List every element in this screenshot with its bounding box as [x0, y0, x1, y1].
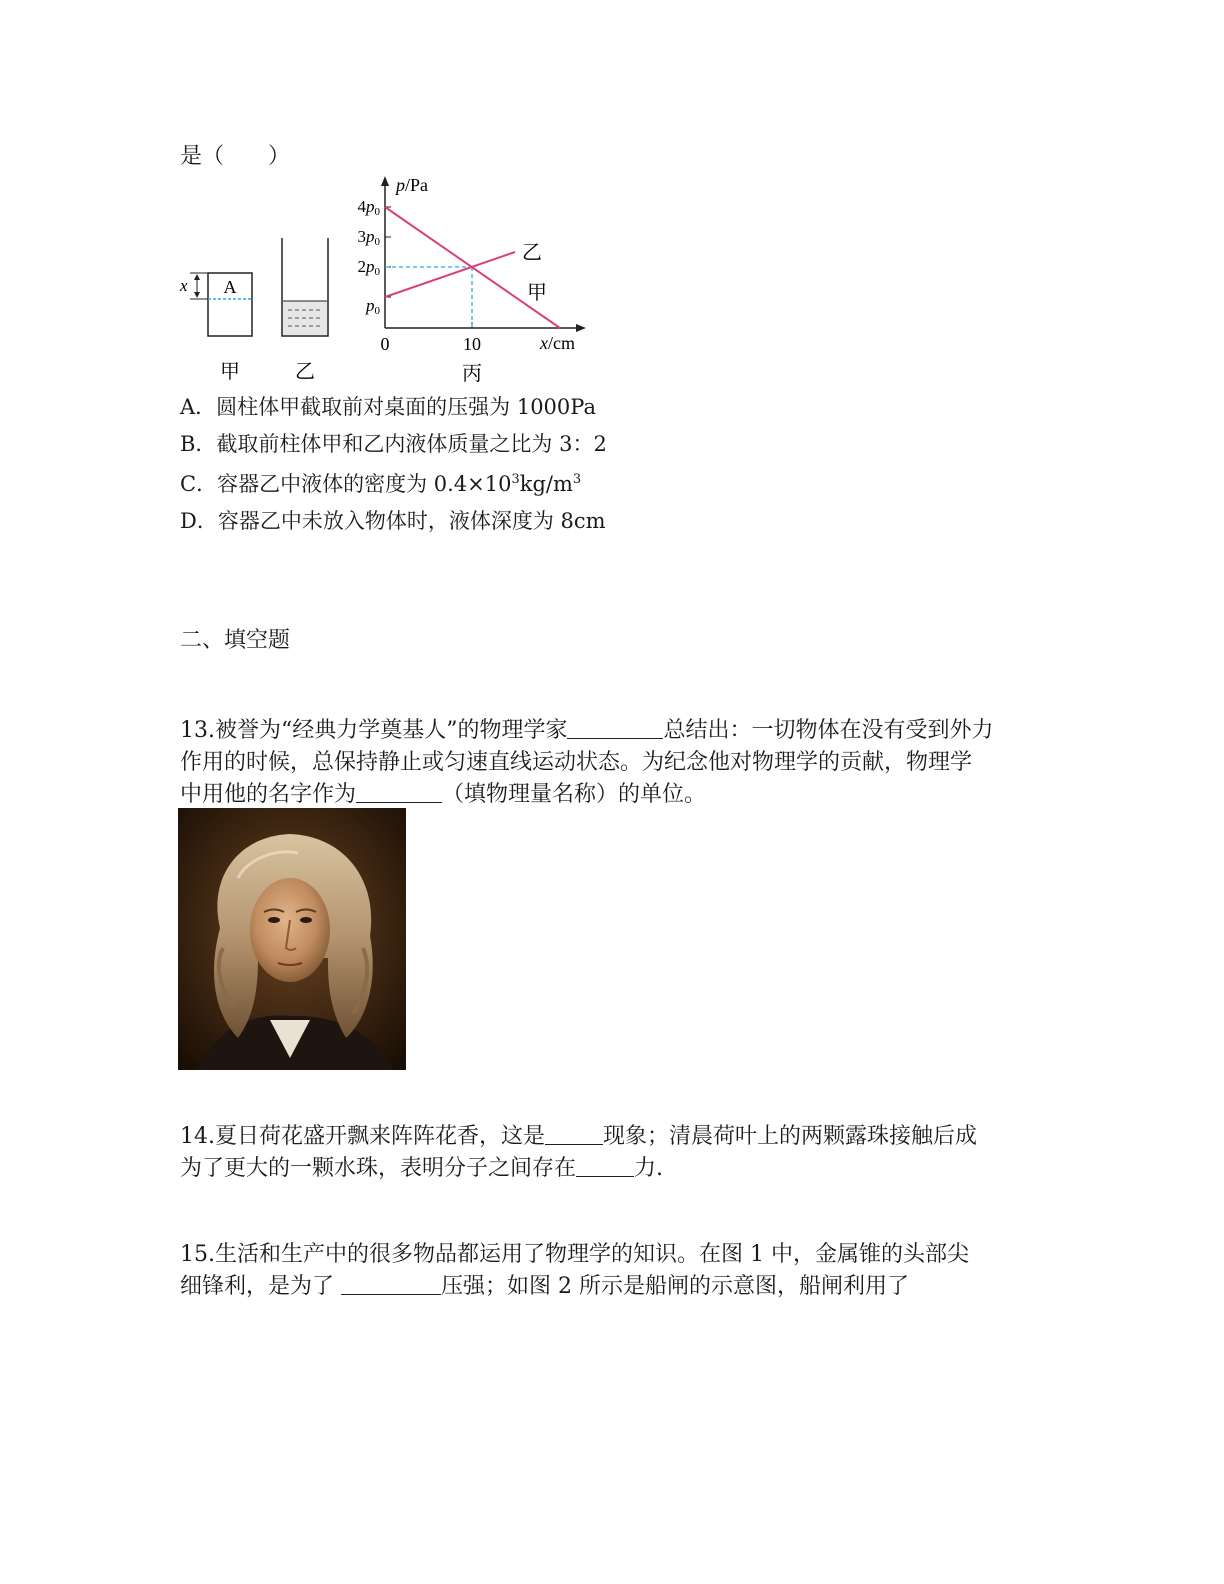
question-13-line-2: 作用的时候，总保持静止或匀速直线运动状态。为纪念他对物理学的贡献，物理学	[180, 750, 973, 775]
question-14-line-1: 14.夏日荷花盛开飘来阵阵花香，这是 现象；清晨荷叶上的两颗露珠接触后成	[180, 1124, 978, 1149]
question-15-line-1: 15.生活和生产中的很多物品都运用了物理学的知识。在图 1 中，金属锥的头部尖	[180, 1242, 969, 1267]
container-yi	[282, 238, 328, 336]
question-13-line-1: 13.被誉为“经典力学奠基人”的物理学家 总结出：一切物体在没有受到外力	[180, 718, 994, 743]
option-c: C．容器乙中液体的密度为 $0.4\times 10^3kg/m^3$	[180, 472, 582, 496]
question-13-line-3: 中用他的名字作为 （填物理量名称）的单位。	[180, 782, 707, 807]
answer-blank[interactable]	[341, 1272, 441, 1295]
answer-blank[interactable]	[545, 1122, 603, 1145]
line-label-yi: 乙	[522, 242, 542, 264]
option-b: B．截取前柱体甲和乙内液体质量之比为 3：2	[180, 432, 607, 456]
tick-2p0: 2p0	[357, 257, 380, 278]
pressure-graph	[358, 175, 587, 354]
caption-bing: 丙	[462, 363, 482, 385]
answer-blank[interactable]	[576, 1154, 634, 1177]
origin-label: 0	[380, 334, 390, 354]
answer-blank[interactable]	[356, 780, 442, 803]
answer-blank[interactable]	[567, 716, 663, 739]
option-a: A．圆柱体甲截取前对桌面的压强为 1000Pa	[180, 395, 596, 419]
y-axis-label: p/Pa	[396, 175, 429, 195]
label-a: A	[223, 277, 237, 297]
section-title: 二、填空题	[180, 628, 291, 653]
question-12-stem-tail: 是（ ）	[180, 144, 291, 169]
line-label-jia: 甲	[527, 282, 547, 304]
tick-4p0: 4p0	[357, 197, 380, 218]
x-axis-label: x/cm	[540, 333, 575, 353]
tick-3p0: 3p0	[357, 227, 380, 248]
question-15-line-2: 细锋利，是为了 压强；如图 2 所示是船闸的示意图，船闸利用了	[180, 1274, 910, 1299]
caption-jia: 甲	[220, 361, 240, 383]
question-14-line-2: 为了更大的一颗水珠，表明分子之间存在 力.	[180, 1156, 664, 1181]
caption-yi: 乙	[295, 361, 315, 383]
tick-10: 10	[463, 334, 481, 354]
tick-p0: p0	[366, 296, 380, 317]
pressure-figure	[170, 170, 610, 390]
newton-portrait	[178, 808, 406, 1070]
line-yi	[385, 252, 515, 297]
cylinder-jia	[179, 273, 252, 336]
label-x: x	[180, 276, 188, 295]
option-d: D．容器乙中未放入物体时，液体深度为 8cm	[180, 509, 606, 533]
